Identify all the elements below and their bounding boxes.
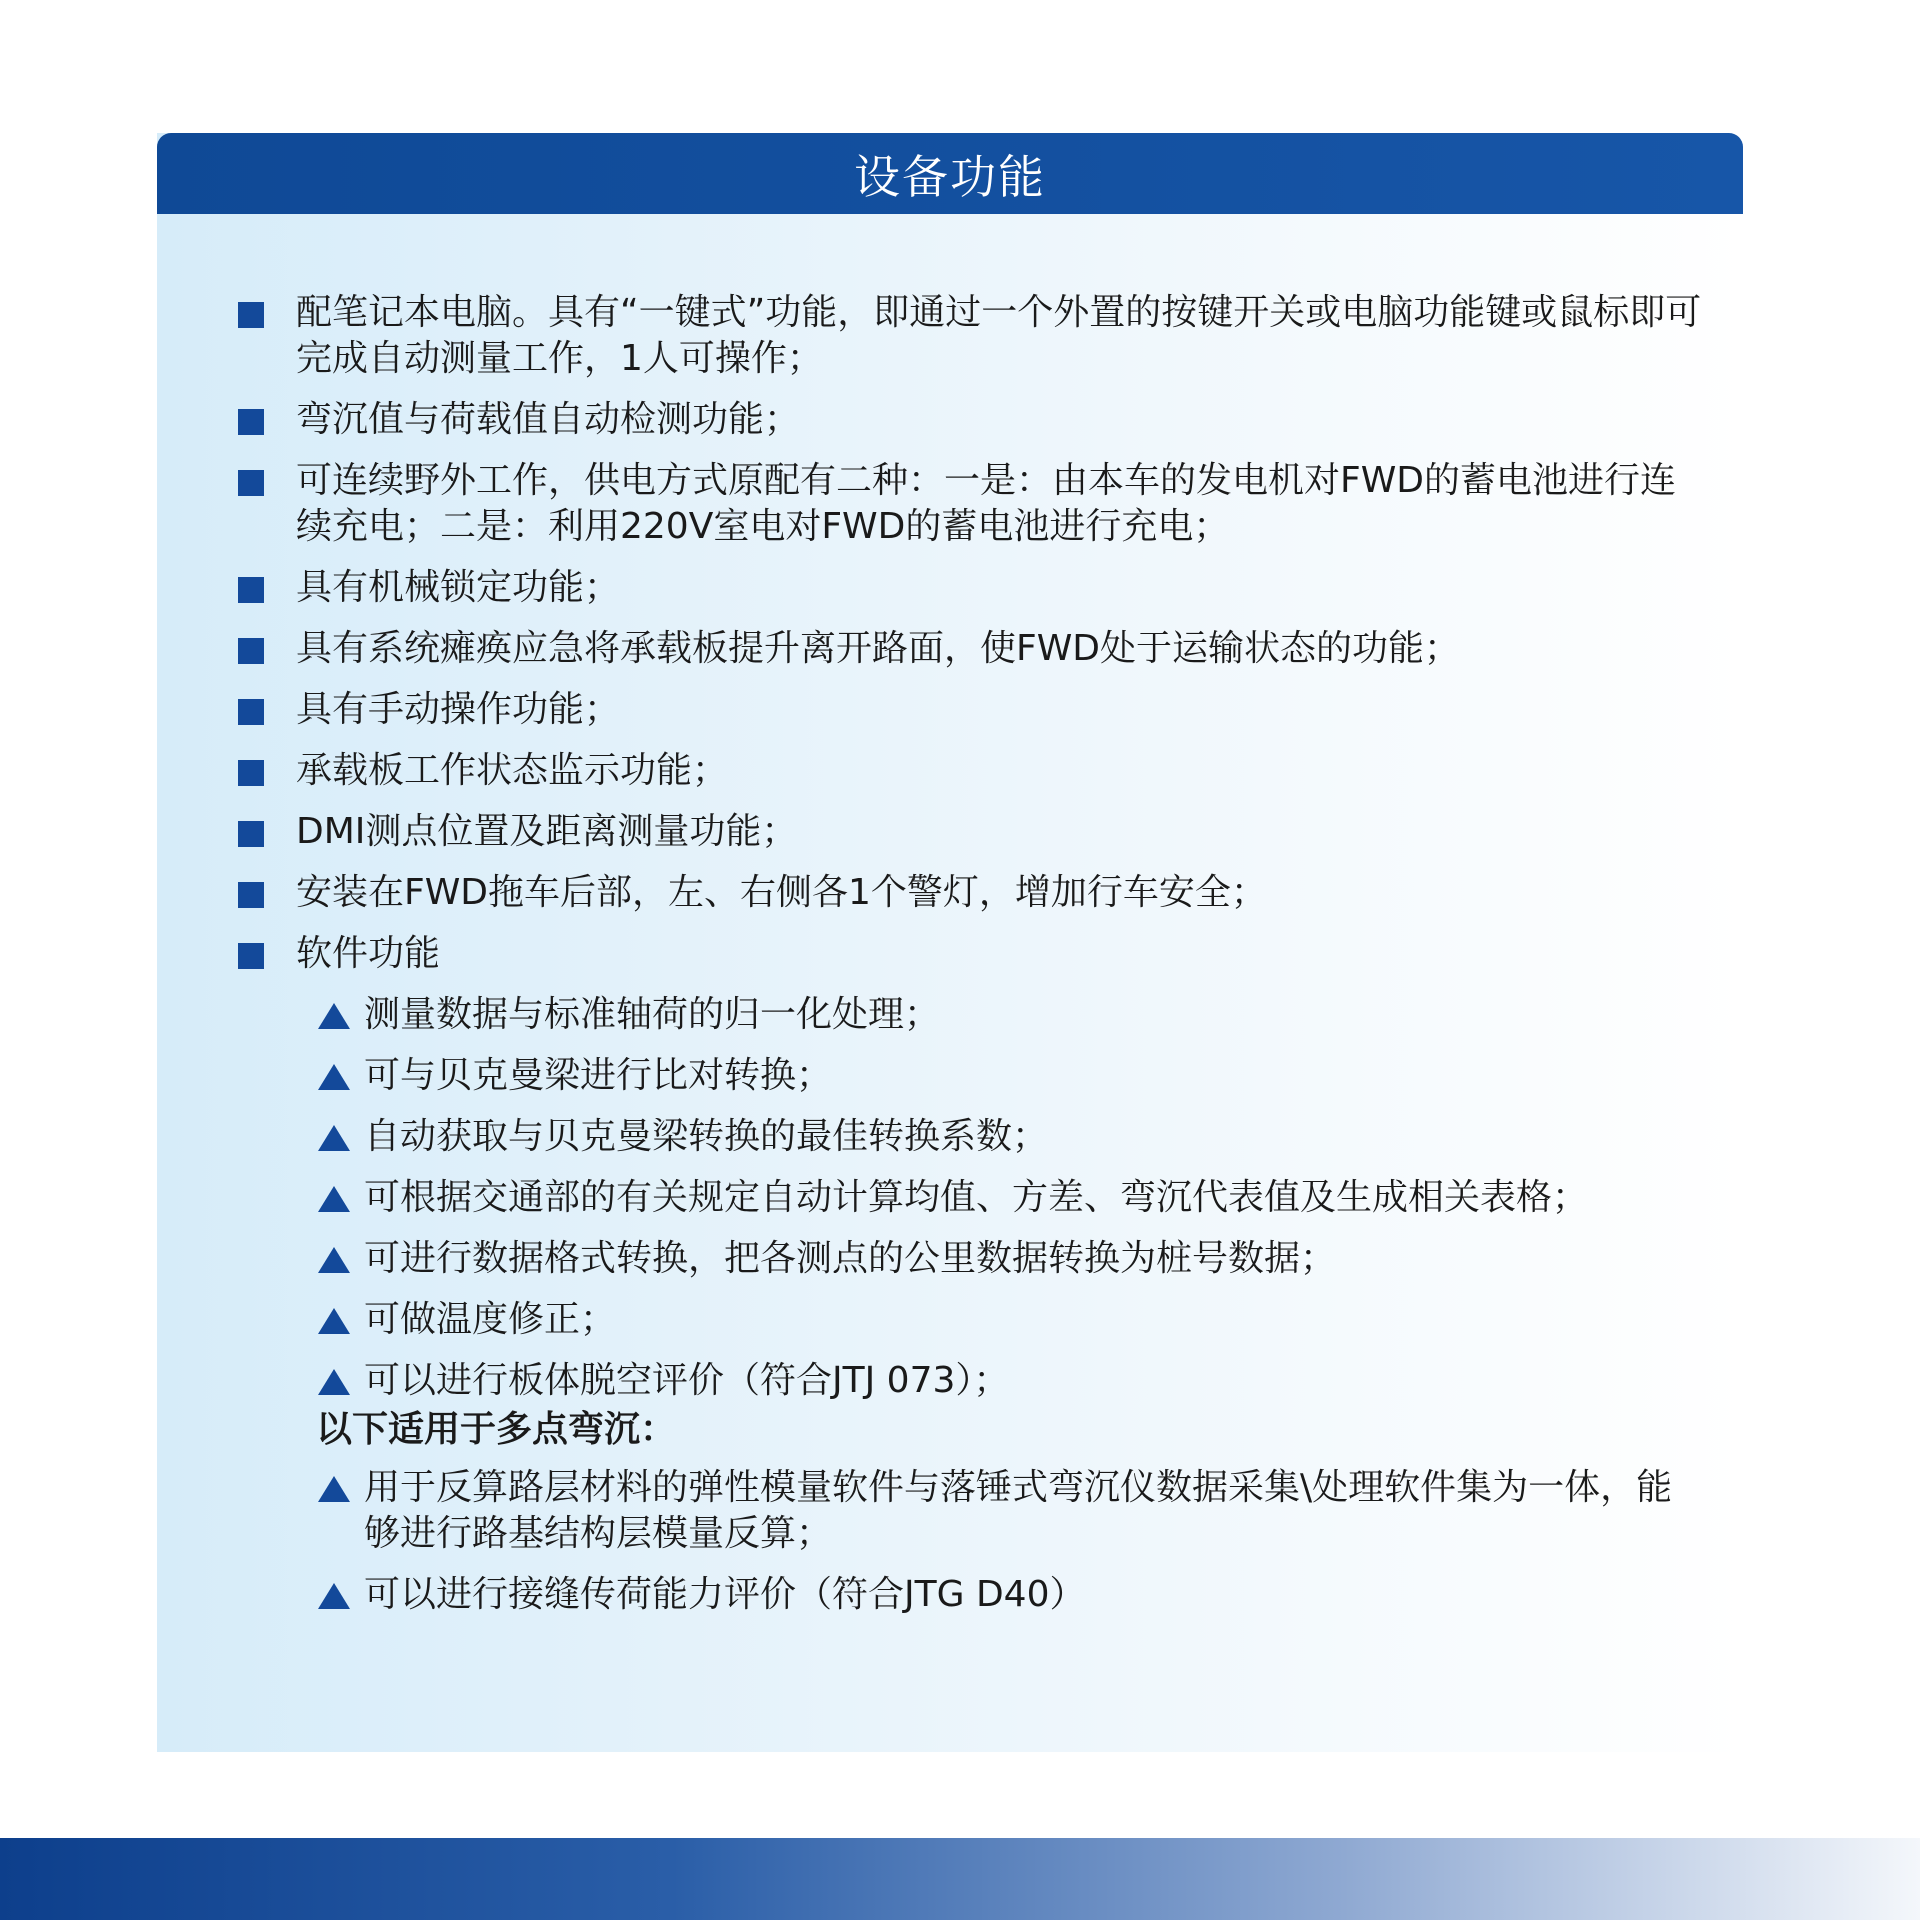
triangle-bullet-icon xyxy=(318,1003,350,1029)
square-bullet-icon xyxy=(238,882,264,908)
sub-list-item-text: 用于反算路层材料的弹性模量软件与落锤式弯沉仪数据采集\处理软件集为一体，能够进行路基结构层模量反算； xyxy=(364,1467,1673,1554)
list-item xyxy=(238,458,1708,550)
list-item xyxy=(238,687,1708,733)
square-bullet-icon xyxy=(238,638,264,664)
triangle-bullet-icon xyxy=(318,1583,350,1609)
triangle-bullet-icon xyxy=(318,1064,350,1090)
square-bullet-icon xyxy=(238,699,264,725)
list-item-text: 软件功能 xyxy=(296,933,441,974)
list-item-text: 安装在FWD拖车后部，左、右侧各1个警灯，增加行车安全； xyxy=(296,872,1267,913)
triangle-bullet-icon xyxy=(318,1308,350,1334)
section-header xyxy=(157,133,1743,214)
square-bullet-icon xyxy=(238,409,264,435)
sub-list-item-text: 可以进行板体脱空评价（符合JTJ 073）； xyxy=(364,1360,1010,1401)
footer-bar xyxy=(0,1838,1920,1920)
list-item xyxy=(238,565,1708,611)
square-bullet-icon xyxy=(238,577,264,603)
multipoint-heading: 以下适用于多点弯沉： xyxy=(316,1409,677,1450)
square-bullet-icon xyxy=(238,302,264,328)
sub-list-item xyxy=(238,1572,1708,1618)
sub-list-item-text: 可做温度修正； xyxy=(364,1299,617,1340)
list-item-text: 具有系统瘫痪应急将承载板提升离开路面，使FWD处于运输状态的功能； xyxy=(296,628,1461,669)
list-item xyxy=(238,870,1708,916)
square-bullet-icon xyxy=(238,943,264,969)
list-item-software xyxy=(238,931,1708,977)
list-item-text: 弯沉值与荷载值自动检测功能； xyxy=(296,399,801,440)
sub-list-item xyxy=(238,1053,1708,1099)
section-title: 设备功能 xyxy=(854,149,1046,204)
list-item xyxy=(238,809,1708,855)
sub-list-item xyxy=(238,1465,1708,1557)
list-item-text: 具有手动操作功能； xyxy=(296,689,621,730)
triangle-bullet-icon xyxy=(318,1125,350,1151)
square-bullet-icon xyxy=(238,821,264,847)
sub-list-item-text: 可与贝克曼梁进行比对转换； xyxy=(364,1055,833,1096)
list-item xyxy=(238,626,1708,672)
list-item xyxy=(238,397,1708,443)
list-item-text: DMI测点位置及距离测量功能； xyxy=(296,811,798,852)
list-item-text: 可连续野外工作，供电方式原配有二种：一是：由本车的发电机对FWD的蓄电池进行连续充电；二是：利用220V室电对FWD的蓄电池进行充电； xyxy=(296,460,1677,547)
feature-list xyxy=(238,290,1708,1633)
sub-list-item-text: 可根据交通部的有关规定自动计算均值、方差、弯沉代表值及生成相关表格； xyxy=(364,1177,1589,1218)
sub-list-item xyxy=(238,1175,1708,1221)
triangle-bullet-icon xyxy=(318,1369,350,1395)
list-item-text: 承载板工作状态监示功能； xyxy=(296,750,729,791)
sub-list-item-text: 可进行数据格式转换，把各测点的公里数据转换为桩号数据； xyxy=(364,1238,1337,1279)
square-bullet-icon xyxy=(238,470,264,496)
triangle-bullet-icon xyxy=(318,1476,350,1502)
list-item-text: 配笔记本电脑。具有“一键式”功能，即通过一个外置的按键开关或电脑功能键或鼠标即可完成自动测量工作，1人可操作； xyxy=(296,292,1702,379)
sub-list-item xyxy=(238,1236,1708,1282)
sub-list-item-text: 可以进行接缝传荷能力评价（符合JTG D40） xyxy=(364,1574,1086,1615)
sub-list-item xyxy=(238,1114,1708,1160)
list-item-text: 具有机械锁定功能； xyxy=(296,567,621,608)
triangle-bullet-icon xyxy=(318,1186,350,1212)
sub-list-item-text: 测量数据与标准轴荷的归一化处理； xyxy=(364,994,941,1035)
triangle-bullet-icon xyxy=(318,1247,350,1273)
sub-list-item xyxy=(238,1358,1708,1404)
sub-list-item xyxy=(238,992,1708,1038)
list-item xyxy=(238,748,1708,794)
sub-list-item xyxy=(238,1297,1708,1343)
sub-list-item-text: 自动获取与贝克曼梁转换的最佳转换系数； xyxy=(364,1116,1049,1157)
square-bullet-icon xyxy=(238,760,264,786)
list-item xyxy=(238,290,1708,382)
